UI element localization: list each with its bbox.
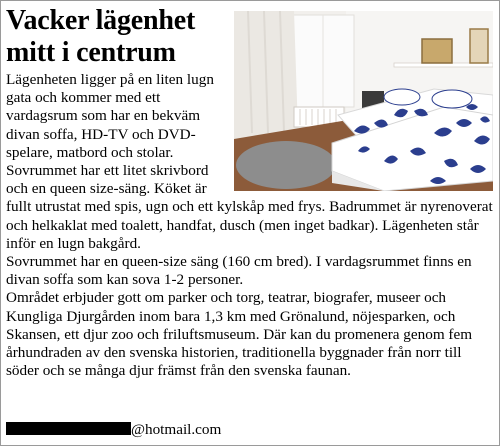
photo-pillow [384,89,420,105]
paragraph-apartment: Lägenheten ligger på en liten lugn gata och kommer med ett vardagsrum som har en bekväm divan soffa, HD-TV och DVD-spelare, matbord och stolar. Sovrummet har ett litet skrivbord och en queen size-säng. Köket är fullt utrustat med spis, ugn och ett kylskåp med frys. Badrummet är nyrenoverat och helkaklat med toalett, handfat, dusch (men inget badkar). Lägenheten står inför en lugn bakgård. [6,71,493,252]
photo-picture-frame [422,39,452,63]
email-domain: @hotmail.com [131,421,222,438]
paragraph-area: Området erbjuder gott om parker och torg, teatrar, biografer, museer och Kungliga Djurgården inom bara 1,3 km med Grönalund, nöjesparken, och Skansen, ett djur zoo och friluftsmuseum. Där kan du promenera genom fem århundraden av den svenska historien, traditionella byggnader från norr till söder och se många djur främst från den svenska faunan. [6,289,473,380]
redacted-username [6,422,131,435]
bedroom-photo [234,11,493,191]
photo-picture-frame-small [470,29,488,63]
listing-title: Vacker lägenhet mitt i centrum [6,5,196,68]
paragraph-bedroom: Sovrummet har en queen-size säng (160 cm bred). I vardagsrummet finns en divan soffa som kan sova 1-2 personer. [6,253,472,289]
contact-email [6,421,221,439]
photo-rug [236,141,336,189]
photo-pillow [432,90,472,108]
